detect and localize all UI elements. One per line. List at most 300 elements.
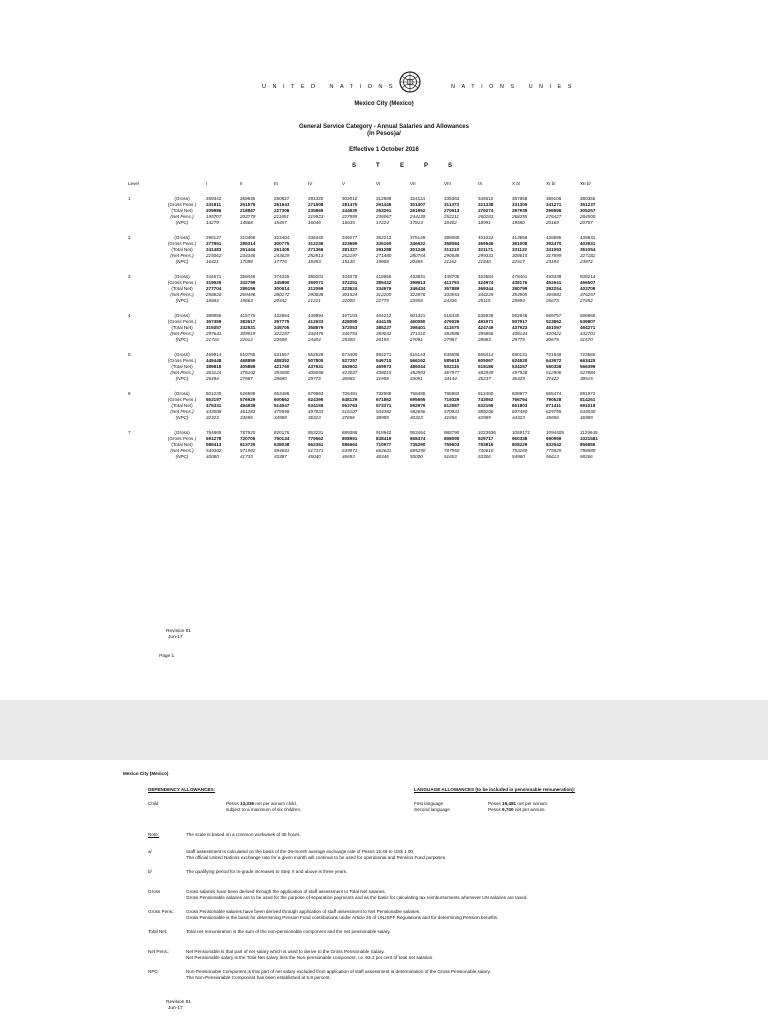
salary-cell: 507917	[512, 319, 528, 324]
row-label: (Total Net)	[171, 442, 193, 447]
salary-cell: 535539	[478, 313, 494, 318]
salary-cell: 600662	[274, 397, 290, 402]
salary-cell: 351237	[580, 202, 596, 207]
revision-date: Jun-17	[168, 1006, 183, 1011]
salary-cell: 534257	[512, 364, 528, 369]
row-label: (Net Pens.)	[170, 370, 194, 375]
salary-cell: 381008	[512, 241, 528, 246]
revision-date: Jun-17	[168, 635, 183, 640]
salary-cell: 691019	[580, 403, 596, 408]
salary-cell: 754865	[206, 430, 222, 435]
salary-cell: 287935	[512, 208, 528, 213]
salary-cell: 460080	[410, 319, 426, 324]
salary-cell: 648129	[342, 397, 358, 402]
salary-cell: 357858	[512, 196, 528, 201]
salary-cell: 644030	[580, 409, 596, 414]
note-label: NPC:	[148, 969, 159, 974]
salary-cell: 408058	[308, 370, 324, 375]
step-header: V	[342, 181, 346, 186]
salary-cell: 346753	[342, 331, 358, 336]
salary-cell: 437631	[308, 364, 324, 369]
salary-cell: 331132	[512, 247, 528, 252]
salary-cell: 617371	[308, 448, 324, 453]
salary-cell: 324114	[410, 196, 425, 201]
salary-cell: 25115	[478, 298, 491, 303]
salary-cell: 415775	[240, 313, 256, 318]
salary-cell: 412933	[308, 319, 324, 324]
salary-cell: 651803	[512, 403, 528, 408]
salary-cell: 236067	[376, 214, 392, 219]
salary-cell: 252913	[308, 253, 324, 258]
salary-cell: 449448	[206, 358, 222, 363]
salary-cell: 345890	[274, 280, 290, 285]
salary-cell: 18453	[308, 259, 321, 264]
salary-cell: 252211	[444, 214, 459, 219]
spacer	[128, 460, 158, 469]
table-row	[128, 376, 614, 382]
salary-cell: 392470	[546, 241, 562, 246]
salary-cell: 22779	[376, 298, 389, 303]
salary-cell: 30675	[546, 337, 559, 342]
salary-cell: 17813	[410, 220, 423, 225]
step-header: IX	[478, 181, 483, 186]
salary-cell: 280627	[274, 196, 290, 201]
row-label: (Gross Pens.)	[167, 202, 197, 207]
salary-cell: 451097	[546, 325, 562, 330]
salary-cell: 309919	[240, 331, 256, 336]
row-label: (Total Net)	[171, 286, 193, 291]
salary-cell: 376257	[580, 292, 596, 297]
salary-cell: 365581	[546, 292, 562, 297]
salary-cell: 389201	[308, 274, 324, 279]
salary-cell: 624520	[512, 358, 528, 363]
second-language-label: Second language	[414, 807, 450, 812]
salary-cell: 354905	[512, 292, 528, 297]
salary-cell: 251444	[240, 247, 256, 252]
salary-cell: 680131	[512, 352, 528, 357]
salary-cell: 300775	[274, 241, 290, 246]
salary-cell: 371310	[410, 331, 426, 336]
salary-cell: 14279	[206, 220, 219, 225]
salary-cell: 759485	[410, 391, 426, 396]
salary-cell: 534382	[376, 409, 392, 414]
row-label: (Gross)	[174, 274, 190, 279]
step-header: II	[240, 181, 243, 186]
note-line: Gross salaries have been derived through the application of staff assessment to Total Net salaries.	[186, 889, 386, 894]
salary-cell: 549302	[206, 448, 222, 453]
level-number: 6	[128, 391, 131, 396]
row-label: (Gross)	[174, 235, 190, 240]
salary-cell: 1094409	[546, 430, 564, 435]
salary-cell: 276427	[546, 214, 562, 219]
salary-cell: 27452	[580, 298, 593, 303]
salary-cell: 438015	[376, 370, 392, 375]
salary-cell: 24336	[444, 298, 457, 303]
salary-cell: 296596	[546, 208, 562, 213]
salary-cell: 28680	[274, 376, 287, 381]
salary-cell: 291320	[308, 196, 324, 201]
spacer-row	[128, 382, 614, 391]
level-header: Level	[128, 181, 139, 186]
note-text	[186, 889, 726, 901]
salary-cell: 271366	[308, 247, 324, 252]
salary-cell: 865474	[546, 391, 562, 396]
salary-cell: 359448	[240, 274, 256, 279]
row-label: (Net Pens.)	[170, 292, 194, 297]
spacer-row	[128, 343, 614, 352]
salary-cell: 501321	[410, 313, 426, 318]
salary-cell: 491971	[478, 319, 494, 324]
second-language-allowance: Pesos 9,740 net per annum.	[488, 807, 546, 812]
salary-cell: 251576	[240, 202, 256, 207]
salary-cell: 280172	[274, 292, 290, 297]
salary-cell: 662351	[308, 442, 324, 447]
salary-cell: 453902	[342, 364, 358, 369]
row-label: (Gross Pens.)	[167, 436, 197, 441]
salary-cell: 20485	[410, 259, 423, 264]
table-row	[128, 298, 614, 304]
row-label: (Total Net)	[171, 208, 193, 213]
salary-cell: 323699	[342, 241, 358, 246]
salary-cell: 48346	[376, 454, 389, 459]
salary-cell: 17776	[274, 259, 287, 264]
salary-cell: 484212	[376, 313, 392, 318]
note-text	[186, 909, 726, 921]
row-label: (NPC)	[175, 376, 189, 381]
salary-cell: 42989	[478, 415, 491, 420]
salary-cell: 443008	[206, 409, 222, 414]
spacer-row	[128, 187, 614, 196]
salary-cell: 502115	[444, 364, 460, 369]
salary-cell: 372251	[342, 280, 358, 285]
salary-cell: 808991	[342, 436, 358, 441]
salary-cell: 332531	[240, 325, 256, 330]
salary-cell: 225062	[206, 253, 222, 258]
spacer-row	[128, 304, 614, 313]
salary-cell: 333553	[444, 292, 460, 297]
salary-cell: 312988	[376, 196, 392, 201]
row-label: (Total Net)	[171, 403, 193, 408]
first-language-label: First language	[414, 801, 444, 806]
salary-cell: 398401	[410, 325, 426, 330]
salary-cell: 929717	[478, 436, 494, 441]
row-label: (Net Pens.)	[170, 253, 194, 258]
salary-cell: 653496	[274, 391, 290, 396]
salary-cell: 20757	[580, 220, 593, 225]
row-label: (NPC)	[175, 337, 189, 342]
salary-cell: 18991	[478, 220, 491, 225]
salary-table	[128, 181, 614, 469]
revision-label: Revision 81	[166, 629, 192, 634]
salary-cell: 625755	[546, 409, 562, 414]
salary-cell: 268355	[512, 214, 528, 219]
salary-cell: 35237	[478, 376, 491, 381]
salary-cell: 334979	[376, 286, 392, 291]
row-label: (Gross Pens.)	[167, 397, 197, 402]
spacer	[128, 382, 158, 391]
salary-cell: 345705	[274, 325, 290, 330]
salary-cell: 24404	[308, 337, 321, 342]
salary-cell: 479558	[274, 409, 290, 414]
salary-cell: 438176	[512, 280, 528, 285]
salary-cell: 22000	[342, 298, 355, 303]
salary-cell: 277704	[206, 286, 222, 291]
steps-letter: S	[448, 163, 453, 169]
salary-cell: 336340	[308, 235, 324, 240]
salary-cell: 775929	[546, 448, 562, 453]
salary-cell: 838977	[512, 391, 528, 396]
salary-cell: 280764	[410, 253, 426, 258]
salary-cell: 331305	[512, 202, 528, 207]
salary-cell: 301407	[410, 202, 426, 207]
salary-cell: 277851	[206, 241, 222, 246]
salary-cell: 321338	[478, 202, 494, 207]
salary-cell: 358879	[308, 325, 324, 330]
salary-cell: 507805	[308, 358, 324, 363]
salary-cell: 46693	[342, 454, 355, 459]
salary-cell: 308615	[512, 253, 528, 258]
salary-cell: 281475	[342, 202, 358, 207]
salary-cell: 467103	[342, 313, 358, 318]
spacer	[128, 304, 158, 313]
salary-cell: 271508	[308, 202, 324, 207]
salary-cell: 411575	[444, 325, 460, 330]
salary-cell: 686664	[342, 442, 358, 447]
salary-cell: 31958	[376, 376, 389, 381]
salary-cell: 585615	[444, 358, 460, 363]
note-line: Non-Pensionable Component is that part of net salary excluded from application of staff assessment in determination of the Gross Pensionable salary.	[186, 969, 491, 974]
note-line: Net Pensionable salary is the Total Net salary less the Non-pensionable component, i.e. 93.2 per cent of total net salaries.	[186, 955, 434, 960]
salary-cell: 510786	[240, 352, 256, 357]
spacer-row	[128, 421, 614, 430]
row-label: (NPC)	[175, 259, 189, 264]
salary-cell: 679993	[308, 391, 324, 396]
salary-cell: 392254	[546, 286, 562, 291]
steps-letter: T	[376, 163, 380, 169]
salary-cell: 393080	[274, 370, 290, 375]
salary-cell: 723566	[580, 352, 596, 357]
salary-cell: 523862	[546, 319, 562, 324]
salary-cell: 1023936	[478, 430, 496, 435]
step-header: VII	[410, 181, 416, 186]
salary-cell: 437923	[512, 325, 528, 330]
salary-cell: 658414	[478, 352, 494, 357]
salary-cell: 56613	[546, 454, 559, 459]
salary-cell: 346622	[410, 241, 426, 246]
salary-cell: 346610	[478, 196, 494, 201]
salary-cell: 25894	[512, 298, 525, 303]
salary-cell: 461283	[240, 409, 256, 414]
salary-cell: 312069	[308, 286, 324, 291]
spacer-row	[128, 460, 614, 469]
steps-heading	[352, 163, 472, 169]
salary-cell: 397775	[274, 319, 290, 324]
note-line: Net Pensionable is that part of net salary which is used to derive to the Gross Pensionable Salary.	[186, 949, 385, 954]
salary-cell: 395866	[478, 331, 494, 336]
salary-cell: 258820	[206, 292, 222, 297]
spacer-row	[128, 265, 614, 274]
salary-cell: 22612	[240, 337, 253, 342]
salary-cell: 241483	[206, 247, 222, 252]
salary-cell: 552648	[512, 313, 528, 318]
salary-cell: 363124	[206, 370, 222, 375]
salary-cell: 21840	[478, 259, 491, 264]
salary-cell: 759603	[444, 442, 460, 447]
salary-cell: 685290	[410, 448, 426, 453]
salary-cell: 301524	[342, 292, 358, 297]
salary-cell: 383588	[444, 331, 460, 336]
salary-cell: 605067	[478, 358, 494, 363]
row-label: (Gross)	[174, 313, 190, 318]
salary-cell: 720705	[240, 436, 256, 441]
salary-cell: 344571	[206, 274, 222, 279]
salary-cell: 413958	[512, 235, 528, 240]
salary-cell: 311210	[444, 247, 460, 252]
note-label: a/	[148, 849, 152, 854]
step-header: XI b/	[546, 181, 556, 186]
table-header-row	[128, 181, 614, 187]
salary-cell: 812480	[478, 391, 494, 396]
level-number: 5	[128, 352, 131, 357]
salary-cell: 203779	[240, 214, 256, 219]
step-header: XII b/	[580, 181, 591, 186]
step-header: VIII	[444, 181, 451, 186]
salary-cell: 671862	[376, 397, 392, 402]
step-header: IV	[308, 181, 313, 186]
salary-cell: 321171	[478, 247, 494, 252]
level-number: 1	[128, 196, 131, 201]
salary-cell: 19130	[342, 259, 355, 264]
salary-cell: 20169	[546, 220, 559, 225]
salary-cell: 227308	[274, 208, 290, 213]
salary-cell: 261952	[410, 208, 426, 213]
salary-cell: 211851	[274, 214, 289, 219]
salary-cell: 553197	[206, 397, 222, 402]
note-text	[186, 969, 726, 981]
salary-cell: 662631	[376, 448, 392, 453]
salary-cell: 27587	[240, 376, 253, 381]
salary-cell: 707950	[444, 448, 460, 453]
salary-cell: 359032	[376, 331, 392, 336]
salary-cell: 488352	[274, 358, 290, 363]
salary-cell: 45040	[308, 454, 321, 459]
salary-cell: 408144	[512, 331, 528, 336]
salary-cell: 814261	[580, 397, 596, 402]
salary-cell: 546710	[376, 358, 392, 363]
salary-cell: 374325	[274, 274, 290, 279]
salary-cell: 53306	[478, 454, 491, 459]
salary-cell: 305257	[580, 208, 596, 213]
salary-cell: 332799	[240, 280, 256, 285]
salary-cell: 334475	[308, 331, 324, 336]
salary-cell: 195707	[206, 214, 222, 219]
note-line: The qualifying period for in-grade increases to Step X and above is three years.	[186, 869, 348, 874]
salary-cell: 448708	[444, 274, 460, 279]
steps-letter: E	[400, 163, 405, 169]
spacer	[128, 343, 158, 352]
salary-cell: 335160	[376, 241, 392, 246]
salary-cell: 432701	[580, 331, 596, 336]
salary-cell: 539807	[580, 319, 596, 324]
revision-label: Revision 81	[166, 1000, 192, 1005]
un-emblem-icon	[398, 70, 422, 99]
salary-cell: 362213	[376, 235, 392, 240]
row-label: (Total Net)	[171, 364, 193, 369]
salary-cell: 19663	[240, 298, 253, 303]
salary-cell: 312200	[376, 292, 392, 297]
note-text	[186, 832, 726, 838]
note-text	[186, 869, 726, 875]
salary-cell: 310468	[240, 235, 256, 240]
salary-cell: 301249	[410, 247, 426, 252]
salary-cell: 23872	[580, 259, 593, 264]
salary-cell: 27091	[410, 337, 423, 342]
salary-cell: 424974	[478, 280, 494, 285]
salary-cell: 452993	[410, 370, 426, 375]
salary-cell: 259342	[206, 196, 222, 201]
child-label: Child	[148, 801, 159, 806]
salary-cell: 1059172	[512, 430, 530, 435]
note-line: The official United Nations exchange rate for a given month will continue to be used for operational and Pension Fund purposes.	[186, 855, 447, 860]
salary-cell: 29779	[512, 337, 525, 342]
salary-cell: 420422	[546, 331, 562, 336]
salary-cell: 29773	[308, 376, 321, 381]
salary-cell: 38989	[376, 415, 389, 420]
note-line: Staff assessment is calculated on the basis of the 36-month average exchange rate of Pesos 15.48 to US$ 1.00.	[186, 849, 415, 854]
salary-cell: 26494	[206, 376, 219, 381]
note-text	[186, 849, 726, 861]
note-line: Gross Pensionable is the basis for determining Pension Fund contributions under Article 25 of UNJSPF Regulations and for determining Pension benefits.	[186, 915, 499, 920]
salary-cell: 34989	[274, 415, 287, 420]
note-line: Gross Pensionable salaries are to be used for the purpose of separation payments and as the basis for calculating tax reimbursements whenever UN salaries are taxed.	[186, 895, 528, 900]
note-label: b/	[148, 869, 152, 874]
salary-cell: 37422	[546, 376, 559, 381]
salary-cell: 54960	[512, 454, 525, 459]
salary-cell: 691278	[206, 436, 222, 441]
row-label: (NPC)	[175, 454, 189, 459]
salary-cell: 750134	[274, 436, 290, 441]
salary-cell: 21162	[444, 259, 457, 264]
scale-title: General Service Category - Annual Salaries and Allowances	[299, 124, 469, 130]
note-line: Total net remuneration is the sum of the non-pensionable component and the net pensionable salary.	[186, 929, 391, 934]
salary-cell: 385227	[376, 325, 392, 330]
salary-cell: 298127	[206, 235, 222, 240]
row-label: (Gross Pens.)	[167, 241, 197, 246]
salary-cell: 341093	[546, 247, 562, 252]
salary-cell: 341271	[546, 202, 562, 207]
note-label: Net Pens.:	[148, 949, 170, 954]
salary-cell: 428090	[342, 319, 358, 324]
note-label: Gross	[148, 889, 161, 894]
salary-cell: 476026	[444, 319, 460, 324]
salary-cell: 820176	[274, 430, 290, 435]
salary-cell: 243629	[274, 253, 290, 258]
salary-cell: 527257	[342, 358, 358, 363]
note-label: Note:	[148, 832, 159, 837]
letterhead	[0, 82, 768, 102]
level-number: 2	[128, 235, 131, 240]
salary-cell: 405889	[240, 364, 256, 369]
salary-cell: 960338	[512, 436, 528, 441]
salary-cell: 357889	[444, 286, 460, 291]
salary-cell: 518430	[444, 313, 460, 318]
salary-cell: 43387	[274, 454, 287, 459]
salary-cell: 218847	[240, 208, 256, 213]
row-label: (NPC)	[175, 220, 189, 225]
currency-subtitle: (In Pesos)a/	[367, 131, 401, 137]
salary-cell: 566399	[580, 364, 596, 369]
salary-cell: 753269	[512, 448, 528, 453]
